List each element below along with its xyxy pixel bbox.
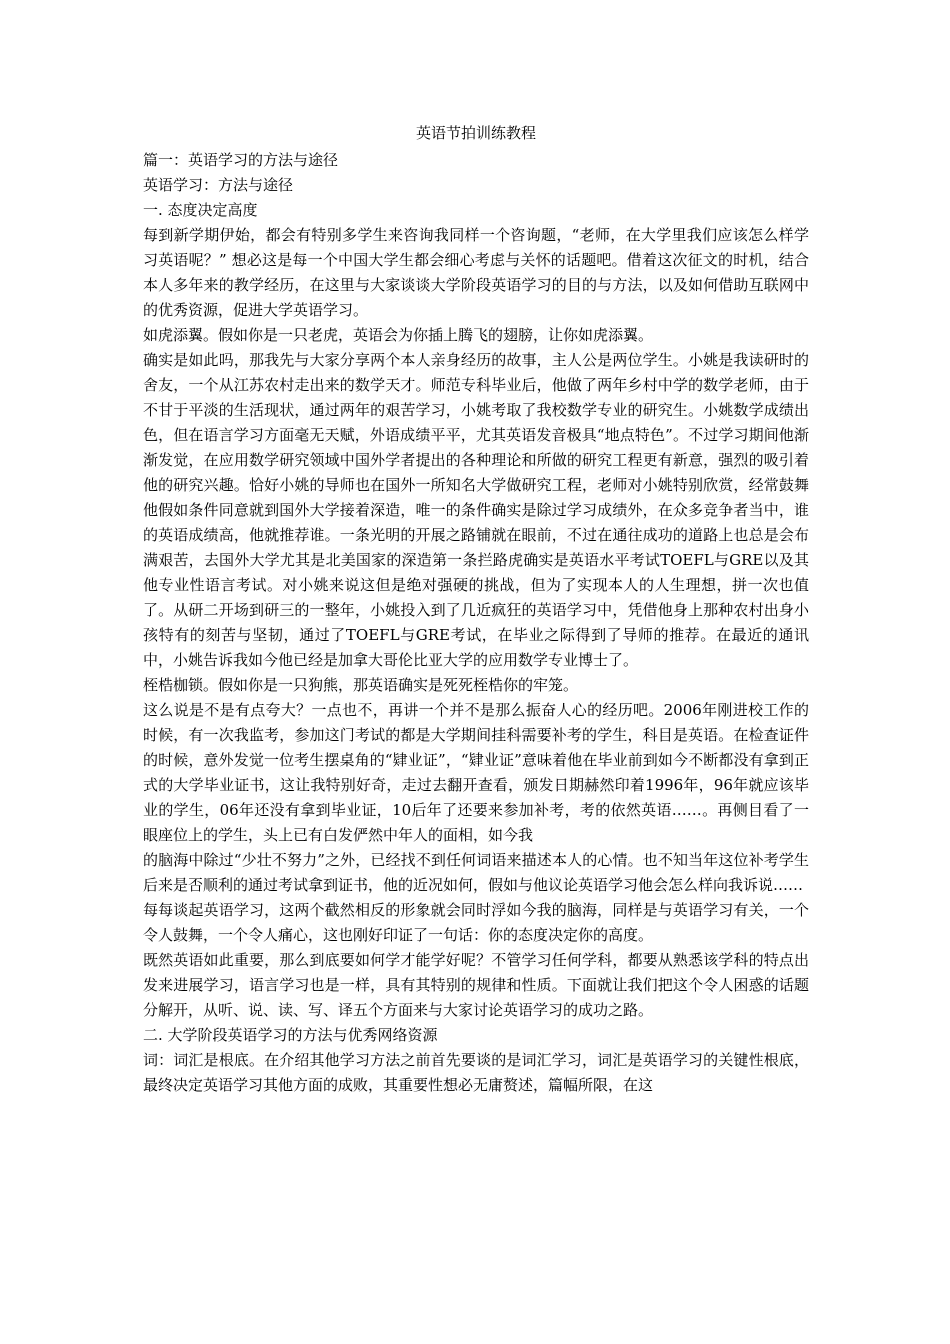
paragraph: 一. 态度决定高度: [143, 201, 258, 219]
paragraph: 二. 大学阶段英语学习的方法与优秀网络资源: [143, 1026, 438, 1044]
paragraph: 如虎添翼。假如你是一只老虎，英语会为你插上腾飞的翅膀，让你如虎添翼。: [143, 326, 654, 344]
paragraph: 篇一：英语学习的方法与途径: [143, 151, 339, 169]
paragraph: 桎梏枷锁。假如你是一只狗熊，那英语确实是死死桎梏你的牢笼。: [143, 676, 579, 694]
document-body: [143, 121, 809, 1098]
paragraph: 词：词汇是根底。在介绍其他学习方法之前首先要谈的是词汇学习，词汇是英语学习的关键性根底，最终决定英语学习其他方面的成败，其重要性想必无庸赘述，篇幅所限，在这: [143, 1051, 809, 1094]
paragraph: 既然英语如此重要，那么到底要如何学才能学好呢？不管学习任何学科，都要从熟悉该学科的特点出发来进展学习，语言学习也是一样，具有其特别的规律和性质。下面就让我们把这个令人困惑的话题分解开，从听、说、读、写、译五个方面来与大家讨论英语学习的成功之路。: [143, 951, 809, 1019]
paragraph: 每到新学期伊始，都会有特别多学生来咨询我同样一个咨询题，“老师，在大学里我们应该怎么样学习英语呢？” 想必这是每一个中国大学生都会细心考虑与关怀的话题吧。借着这次征文的时机，结合本人多年来的教学经历，在这里与大家谈谈大学阶段英语学习的目的与方法，以及如何借助互联网中的优秀资源，促进大学英语学习。: [143, 226, 809, 319]
paragraph: 每每谈起英语学习，这两个截然相反的形象就会同时浮如今我的脑海，同样是与英语学习有关，一个令人鼓舞，一个令人痛心，这也刚好印证了一句话：你的态度决定你的高度。: [143, 901, 809, 944]
document-title: 英语节拍训练教程: [415, 124, 536, 142]
paragraph: 这么说是不是有点夸大？一点也不，再讲一个并不是那么振奋人心的经历吧。2006年刚进校工作的时候，有一次我监考，参加这门考试的都是大学期间挂科需要补考的学生，科目是英语。在检查证件的时候，意外发觉一位考生摆桌角的“肄业证”，“肄业证”意味着他在毕业前到如今不断都没有拿到正式的大学毕业证书，这让我特别好奇，走过去翻开查看，颁发日期赫然印着1996年，96年就应该毕业的学生，06年还没有拿到毕业证，10后年了还要来参加补考，考的依然英语……。再侧目看了一眼座位上的学生，头上已有白发俨然中年人的面相，如今我: [143, 701, 809, 844]
paragraph: 英语学习：方法与途径: [143, 176, 294, 194]
paragraph: 的脑海中除过“少壮不努力”之外，已经找不到任何词语来描述本人的心情。也不知当年这位补考学生后来是否顺利的通过考试拿到证书，他的近况如何，假如与他议论英语学习他会怎么样向我诉说……: [143, 851, 809, 894]
paragraph: 确实是如此吗，那我先与大家分享两个本人亲身经历的故事，主人公是两位学生。小姚是我读研时的舍友，一个从江苏农村走出来的数学天才。师范专科毕业后，他做了两年乡村中学的数学老师，由于不甘于平淡的生活现状，通过两年的艰苦学习，小姚考取了我校数学专业的研究生。小姚数学成绩出色，但在语言学习方面毫无天赋，外语成绩平平，尤其英语发音极具“地点特色”。不过学习期间他渐渐发觉，在应用数学研究领域中国外学者提出的各种理论和所做的研究工程更有新意，强烈的吸引着他的研究兴趣。恰好小姚的导师也在国外一所知名大学做研究工程，老师对小姚特别欣赏，经常鼓舞他假如条件同意就到国外大学接着深造，唯一的条件确实是除过学习成绩外，在众多竞争者当中，谁的英语成绩高，他就推荐谁。一条光明的开展之路铺就在眼前，不过在通往成功的道路上也总是会布满艰苦，去国外大学尤其是北美国家的深造第一条拦路虎确实是英语水平考试TOEFL与GRE以及其他专业性语言考试。对小姚来说这但是绝对强硬的挑战，但为了实现本人的人生理想，拼一次也值了。从研二开场到研三的一整年，小姚投入到了几近疯狂的英语学习中，凭借他身上那种农村出身小孩特有的刻苦与坚韧，通过了TOEFL与GRE考试，在毕业之际得到了导师的推荐。在最近的通讯中，小姚告诉我如今他已经是加拿大哥伦比亚大学的应用数学专业博士了。: [143, 351, 809, 669]
